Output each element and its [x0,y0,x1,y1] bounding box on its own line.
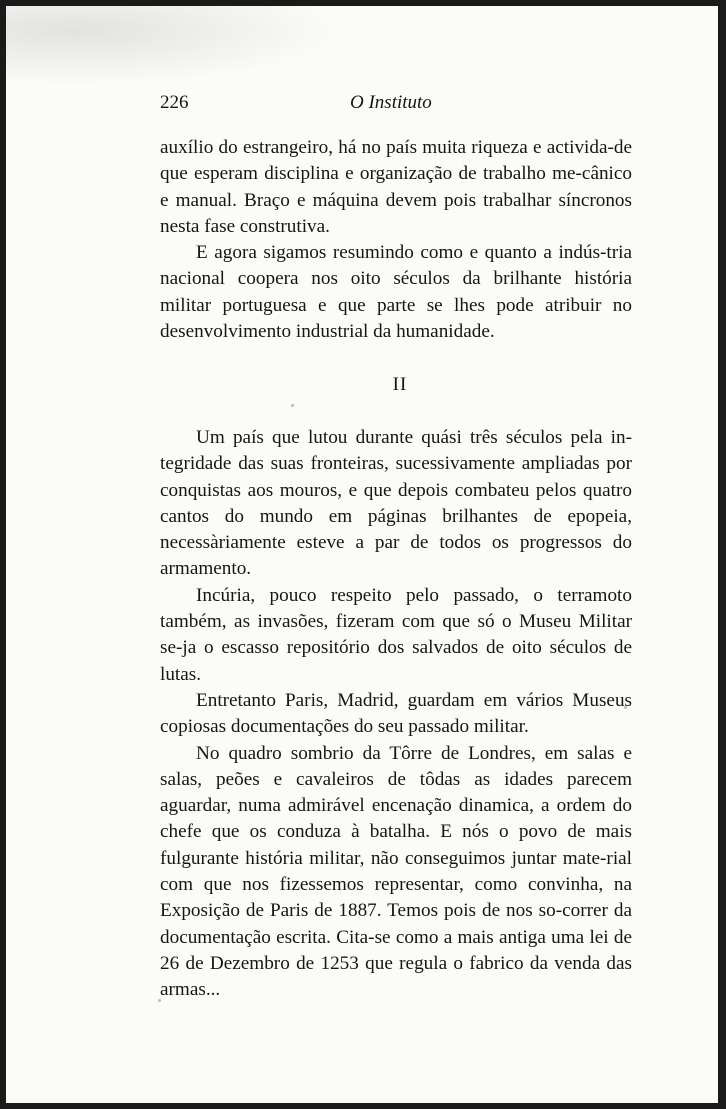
paragraph: Incúria, pouco respeito pelo passado, o terramoto também, as invasões, fizeram com que só o Museu Militar se-ja o escasso repositório dos salvados de oito séculos de lutas. [160,584,632,685]
paragraph: Um país que lutou durante quási três séculos pela in-tegridade das suas fronteiras, sucessivamente ampliadas por conquistas aos mouros, e que depois combateu pelos quatro cantos do mundo em páginas brilhantes de epopeia, necessàriamente esteve a par de todos os progressos do armamento. [160,427,632,580]
text-block-before-section [160,135,632,345]
scan-speck [624,706,627,709]
paragraph: No quadro sombrio da Tôrre de Londres, em salas e salas, peões e cavaleiros de tôdas as idades parecem aguardar, numa admirável encenação dinamica, a ordem do chefe que os conduza à batalha. E nós o povo de mais fulgurante história militar, não conseguimos juntar mate-rial com que nos fizessemos representar, como convinha, na Exposição de Paris de 1887. Temos pois de nos so-correr da documentação escrita. Cita-se como a mais antiga uma lei de 26 de Dezembro de 1253 que regula o fabrico da venda das armas... [160,742,632,1001]
scan-speck [291,404,294,407]
book-page [6,6,718,1103]
page-number: 226 [160,92,189,113]
text-block-after-section [160,425,632,1004]
running-title: O Instituto [350,92,432,113]
paragraph: auxílio do estrangeiro, há no país muita riqueza e activida-de que esperam disciplina e organização de trabalho me-cânico e manual. Braço e máquina devem pois trabalhar síncronos nesta fase construtiva. [160,137,632,237]
paragraph: E agora sigamos resumindo como e quanto a indús-tria nacional coopera nos oito séculos da brilhante história militar portuguesa e que parte se lhes pode atribuir no desenvolvimento industrial da humanidade. [160,242,632,343]
paragraph: Entretanto Paris, Madrid, guardam em vários Museus copiosas documentações do seu passado militar. [160,689,632,738]
scan-speck [158,999,161,1002]
page-header [160,92,630,122]
section-heading: II [392,374,408,395]
scan-smudge [6,6,346,86]
